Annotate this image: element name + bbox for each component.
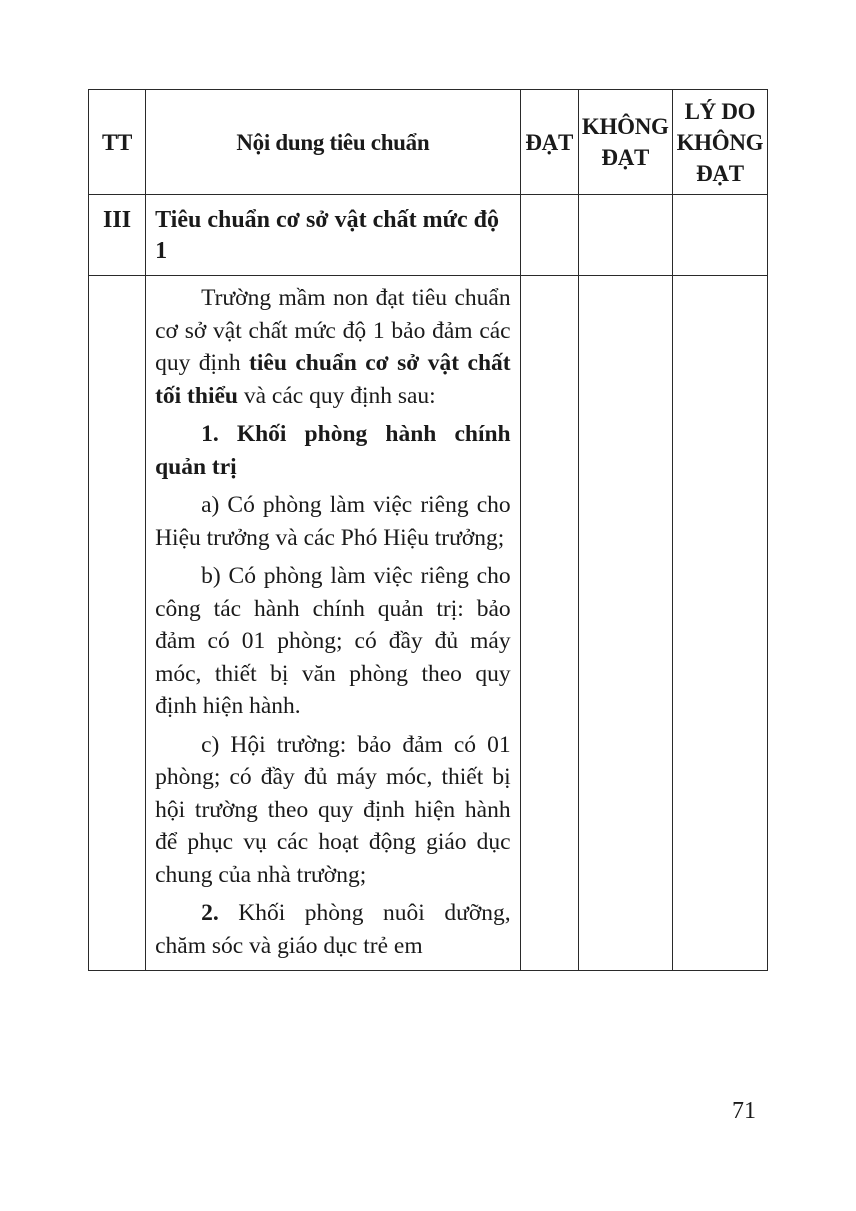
section-number: III xyxy=(89,195,146,276)
content-cell xyxy=(146,276,521,971)
section-row xyxy=(89,195,768,276)
intro-bold: tiêu chuẩn cơ sở vật chất tối thiểu xyxy=(155,350,511,409)
cell-khong-dat xyxy=(578,195,672,276)
intro-paragraph xyxy=(155,282,511,412)
item-a: a) Có phòng làm việc riêng cho Hiệu trưởng và các Phó Hiệu trưởng; xyxy=(155,492,511,551)
cell-dat xyxy=(520,195,578,276)
heading-2 xyxy=(155,897,511,962)
item-c: c) Hội trường: bảo đảm có 01 phòng; có đầy đủ máy móc, thiết bị hội trường theo quy định hiện hành để phục vụ các hoạt động giáo dục chung của nhà trường; xyxy=(155,731,511,888)
heading-2-number: 2. xyxy=(201,900,219,926)
cell-ly-do xyxy=(672,276,767,971)
heading-2-text: Khối phòng nuôi dưỡng, chăm sóc và giáo dục trẻ em xyxy=(155,900,511,959)
item-b: b) Có phòng làm việc riêng cho công tác hành chính quản trị: bảo đảm có 01 phòng; có đầy đủ máy móc, thiết bị văn phòng theo quy định hiện hành. xyxy=(155,563,511,719)
header-content: Nội dung tiêu chuẩn xyxy=(146,90,521,195)
intro-text-end: và các quy định sau: xyxy=(237,382,436,409)
header-khong-dat: KHÔNG ĐẠT xyxy=(578,90,672,195)
heading-1: 1. Khối phòng hành chính quản trị xyxy=(155,421,511,480)
page-number: 71 xyxy=(732,1098,756,1124)
header-dat: ĐẠT xyxy=(520,90,578,195)
cell-ly-do xyxy=(672,195,767,276)
header-row xyxy=(89,90,768,195)
section-title: Tiêu chuẩn cơ sở vật chất mức độ 1 xyxy=(146,195,521,276)
cell-khong-dat xyxy=(578,276,672,971)
intro-text: Trường mầm non đạt tiêu chuẩn cơ sở vật chất mức độ 1 bảo đảm các quy định xyxy=(155,285,511,376)
header-ly-do: LÝ DO KHÔNG ĐẠT xyxy=(672,90,767,195)
cell-tt-empty xyxy=(89,276,146,971)
standards-table xyxy=(88,89,768,971)
content-row xyxy=(89,276,768,971)
cell-dat xyxy=(520,276,578,971)
header-tt: TT xyxy=(89,90,146,195)
